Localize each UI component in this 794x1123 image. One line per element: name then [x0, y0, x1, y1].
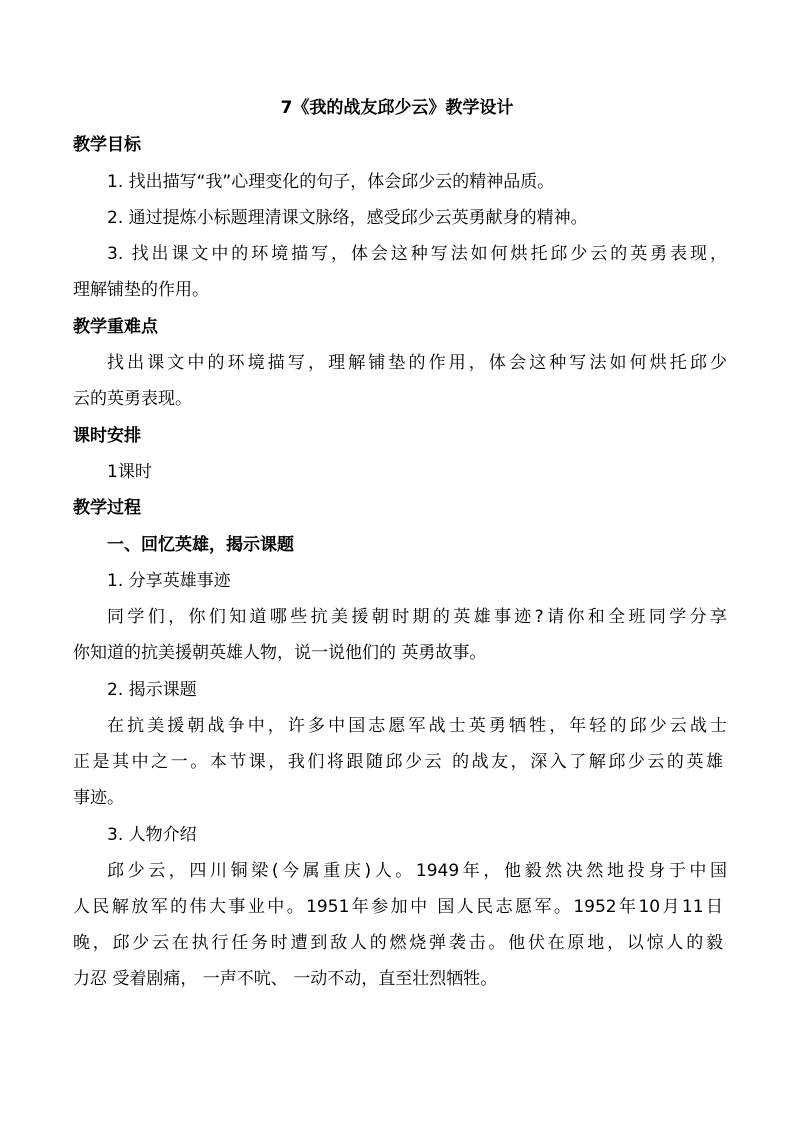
- key-points-heading: 教学重难点: [73, 317, 158, 337]
- schedule-text: 1课时: [107, 462, 152, 482]
- document-title: 7《我的战友邱少云》教学设计: [280, 98, 514, 118]
- step-1-line-2: 你知道的抗美援朝英雄人物，说一说他们的 英勇故事。: [73, 643, 487, 663]
- step-3-line-2: 人民解放军的伟大事业中。1951年参加中 国人民志愿军。1952年10月11日: [73, 897, 723, 917]
- step-3-line-1: 邱少云，四川铜梁(今属重庆)人。1949年，他毅然决然地投身于中国: [107, 861, 727, 881]
- step-3-line-3: 晚，邱少云在执行任务时遭到敌人的燃烧弹袭击。他伏在原地，以惊人的毅: [73, 933, 723, 953]
- part-1-heading: 一、回忆英雄，揭示课题: [107, 535, 294, 555]
- objective-item-2: 2. 通过提炼小标题理清课文脉络，感受邱少云英勇献身的精神。: [107, 208, 588, 228]
- objective-item-3-line-1: 3. 找出课文中的环境描写，体会这种写法如何烘托邱少云的英勇表现，: [107, 244, 727, 264]
- step-2-line-2: 正是其中之一。本节课，我们将跟随邱少云 的战友，深入了解邱少云的英雄: [73, 752, 723, 772]
- step-2-line-3: 事迹。: [73, 788, 124, 808]
- key-points-line-2: 云的英勇表现。: [73, 389, 192, 409]
- step-2-line-1: 在抗美援朝战争中，许多中国志愿军战士英勇牺牲，年轻的邱少云战士: [107, 716, 727, 736]
- objectives-heading: 教学目标: [73, 135, 141, 155]
- objective-item-3-line-2: 理解铺垫的作用。: [73, 280, 209, 300]
- step-3-title: 3. 人物介绍: [107, 825, 197, 845]
- schedule-heading: 课时安排: [73, 426, 141, 446]
- step-1-line-1: 同学们，你们知道哪些抗美援朝时期的英雄事迹?请你和全班同学分享: [107, 607, 727, 627]
- process-heading: 教学过程: [73, 498, 141, 518]
- step-1-title: 1. 分享英雄事迹: [107, 571, 231, 591]
- step-2-title: 2. 揭示课题: [107, 680, 197, 700]
- objective-item-1: 1. 找出描写“我”心理变化的句子，体会邱少云的精神品质。: [107, 172, 555, 192]
- step-3-line-4: 力忍 受着剧痛， 一声不吭、 一动不动，直至壮烈牺牲。: [73, 969, 498, 989]
- key-points-line-1: 找出课文中的环境描写，理解铺垫的作用，体会这种写法如何烘托邱少: [107, 353, 727, 373]
